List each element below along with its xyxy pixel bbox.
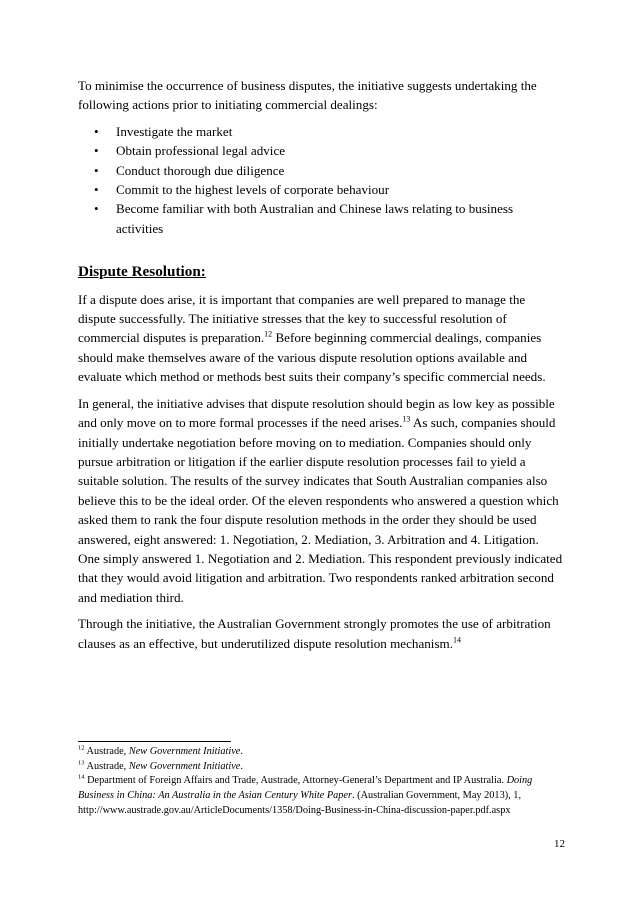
action-list bbox=[78, 122, 563, 238]
bullet-icon: • bbox=[94, 123, 99, 139]
bullet-icon: • bbox=[94, 182, 99, 198]
bullet-icon: • bbox=[94, 162, 99, 178]
footnote-14: $^{14}$ Department of Foreign Affairs and Trade, Austrade, Attorney-General’s Department and IP Australia. Doing Business in China: An Australia in the Asian Century White Paper. (Australian Government, May 2013), 1, http://www.austrade.gov.au/ArticleDocuments/1358/Doing-Business-in-China-discussion-paper.pdf.aspx bbox=[78, 773, 533, 816]
section-heading: Dispute Resolution: bbox=[78, 263, 206, 281]
intro-paragraph: To minimise the occurrence of business disputes, the initiative suggests undertaking the following actions prior to initiating commercial dealings: bbox=[78, 78, 537, 113]
document-body bbox=[78, 76, 563, 660]
bullet-icon: • bbox=[94, 143, 99, 159]
page-number: 12 bbox=[554, 838, 565, 850]
list-item: • Conduct thorough due diligence bbox=[78, 161, 563, 180]
footnote-ref[interactable]: 13 bbox=[402, 414, 411, 424]
list-item: • Investigate the market bbox=[78, 122, 563, 141]
footnotes bbox=[78, 745, 563, 819]
paragraph-arbitration: Through the initiative, the Australian Government strongly promotes the use of arbitration clauses as an effective, but underutilized dispute resolution mechanism.$^{14}$ bbox=[78, 616, 551, 651]
footnote-ref[interactable]: 14 bbox=[453, 635, 462, 645]
list-item: • Become familiar with both Australian and Chinese laws relating to business activities bbox=[94, 201, 514, 236]
paragraph-preparation: If a dispute does arise, it is important that companies are well prepared to manage the dispute successfully. The initiative stresses that the key to successful resolution of commercial disputes is preparation.$^{12}$ Before beginning commercial dealings, companies should make themselves aware of the various dispute resolution options available and evaluate which method or methods best suits their company’s specific commercial needs. bbox=[78, 291, 546, 385]
list-item: • Commit to the highest levels of corporate behaviour bbox=[78, 180, 563, 199]
list-item: • Obtain professional legal advice bbox=[78, 141, 563, 160]
footnote-separator bbox=[78, 741, 231, 742]
bullet-icon: • bbox=[94, 201, 99, 217]
footnote-12: $^{12}$ Austrade, New Government Initiative. bbox=[78, 744, 243, 757]
footnote-13: $^{13}$ Austrade, New Government Initiative. bbox=[78, 759, 243, 772]
paragraph-order: In general, the initiative advises that dispute resolution should begin as low key as possible and only move on to more formal processes if the need arises.$^{13}$ As such, companies should initially undertake negotiation before moving on to mediation. Companies should only pursue arbitration or litigation if the earlier dispute resolution processes fail to yield a suitable solution. The results of the survey indicates that South Australian companies also believe this to be the ideal order. Of the eleven respondents who answered a question which asked them to rank the four dispute resolution methods in the order they should be used answered, eight answered: 1. Negotiation, 2. Mediation, 3. Arbitration and 4. Litigation. One simply answered 1. Negotiation and 2. Mediation. This respondent previously indicated that they would avoid litigation and arbitration. Two respondents ranked arbitration second and mediation third. bbox=[78, 395, 563, 605]
footnote-ref[interactable]: 12 bbox=[264, 330, 273, 340]
